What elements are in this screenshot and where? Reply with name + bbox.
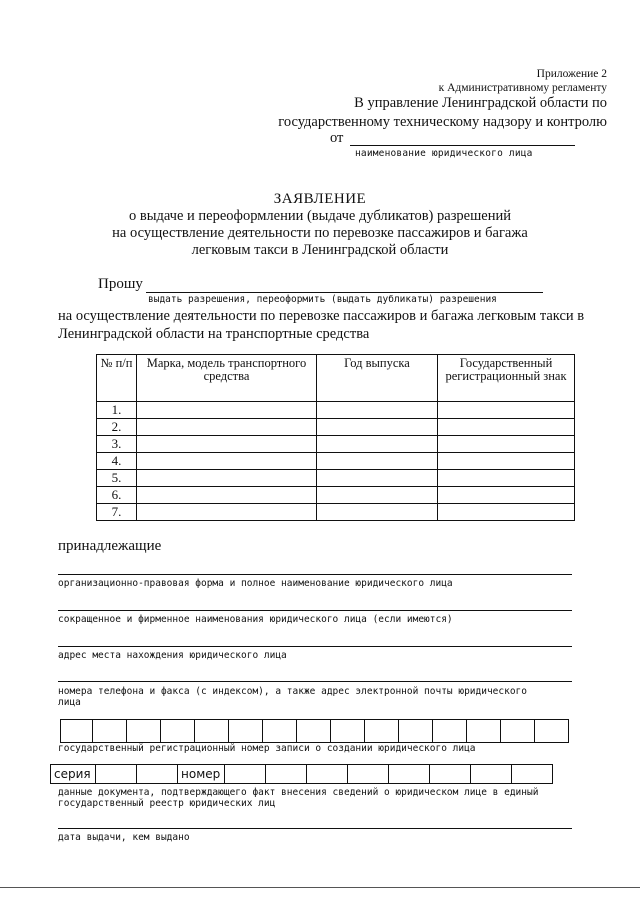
short-name-input-line[interactable] bbox=[58, 610, 572, 611]
ogrn-hint: государственный регистрационный номер записи о создании юридического лица bbox=[58, 743, 476, 754]
from-hint: наименование юридического лица bbox=[355, 148, 533, 159]
make-model-cell[interactable] bbox=[137, 453, 317, 470]
from-label: от bbox=[330, 130, 344, 146]
subtitle-line-1: о выдаче и переоформлении (выдаче дубликатов) разрешений bbox=[128, 208, 511, 224]
table-row bbox=[97, 419, 575, 436]
row-number: 6. bbox=[97, 487, 137, 504]
plate-cell[interactable] bbox=[438, 504, 575, 521]
table-row bbox=[97, 504, 575, 521]
ogrn-cell[interactable] bbox=[534, 719, 569, 743]
ogrn-cell[interactable] bbox=[92, 719, 127, 743]
document-title: ЗАЯВЛЕНИЕ bbox=[273, 191, 367, 207]
contacts-input-line[interactable] bbox=[58, 681, 572, 682]
number-cell[interactable] bbox=[347, 764, 389, 784]
ogrn-cell[interactable] bbox=[466, 719, 501, 743]
plate-cell[interactable] bbox=[438, 436, 575, 453]
series-cell[interactable] bbox=[95, 764, 137, 784]
table-row bbox=[97, 436, 575, 453]
table-header-row bbox=[97, 355, 575, 402]
annex-number: Приложение 2 bbox=[536, 68, 607, 80]
number-cell[interactable] bbox=[224, 764, 266, 784]
request-hint: выдать разрешения, переоформить (выдать дубликаты) разрешения bbox=[148, 294, 497, 305]
from-field[interactable] bbox=[330, 130, 575, 148]
header-plate: Государственный регистрационный знак bbox=[438, 355, 575, 402]
number-cell[interactable] bbox=[511, 764, 553, 784]
year-cell[interactable] bbox=[317, 504, 438, 521]
year-cell[interactable] bbox=[317, 436, 438, 453]
ogrn-cell[interactable] bbox=[194, 719, 229, 743]
series-label: серия bbox=[50, 764, 96, 784]
make-model-cell[interactable] bbox=[137, 504, 317, 521]
org-form-hint: организационно-правовая форма и полное наименование юридического лица bbox=[58, 578, 453, 589]
row-number: 5. bbox=[97, 470, 137, 487]
short-name-hint: сокращенное и фирменное наименования юридического лица (если имеются) bbox=[58, 614, 453, 625]
number-cell[interactable] bbox=[265, 764, 307, 784]
year-cell[interactable] bbox=[317, 402, 438, 419]
address-input-line[interactable] bbox=[58, 646, 572, 647]
purpose-line-1: на осуществление деятельности по перевозке пассажиров и багажа легковым такси в bbox=[58, 308, 585, 324]
plate-cell[interactable] bbox=[438, 453, 575, 470]
ogrn-cell[interactable] bbox=[262, 719, 297, 743]
number-label: номер bbox=[177, 764, 225, 784]
year-cell[interactable] bbox=[317, 470, 438, 487]
purpose-line-2: Ленинградской области на транспортные средства bbox=[58, 326, 370, 342]
year-cell[interactable] bbox=[317, 419, 438, 436]
row-number: 4. bbox=[97, 453, 137, 470]
plate-cell[interactable] bbox=[438, 470, 575, 487]
make-model-cell[interactable] bbox=[137, 436, 317, 453]
from-input-line[interactable] bbox=[350, 145, 575, 146]
subtitle-line-3: легковым такси в Ленинградской области bbox=[191, 242, 449, 258]
ogrn-cells[interactable] bbox=[60, 719, 569, 743]
make-model-cell[interactable] bbox=[137, 487, 317, 504]
issue-hint: дата выдачи, кем выдано bbox=[58, 832, 190, 843]
year-cell[interactable] bbox=[317, 453, 438, 470]
plate-cell[interactable] bbox=[438, 487, 575, 504]
registry-doc-hint bbox=[58, 787, 593, 809]
request-label: Прошу bbox=[98, 276, 143, 292]
registry-doc-hint-line-1: данные документа, подтверждающего факт внесения сведений о юридическом лице в единый bbox=[58, 787, 539, 798]
header-number: № п/п bbox=[97, 355, 137, 402]
page-bottom-rule bbox=[0, 887, 640, 888]
addressee-line-2: государственному техническому надзору и контролю bbox=[278, 114, 607, 130]
make-model-cell[interactable] bbox=[137, 402, 317, 419]
contacts-hint-line-2: лица bbox=[58, 697, 81, 708]
ogrn-cell[interactable] bbox=[330, 719, 365, 743]
number-cell[interactable] bbox=[470, 764, 512, 784]
table-row bbox=[97, 487, 575, 504]
make-model-cell[interactable] bbox=[137, 419, 317, 436]
row-number: 1. bbox=[97, 402, 137, 419]
table-row bbox=[97, 453, 575, 470]
document-subtitle bbox=[80, 208, 560, 259]
ogrn-cell[interactable] bbox=[296, 719, 331, 743]
number-cell[interactable] bbox=[429, 764, 471, 784]
addressee-block bbox=[278, 94, 607, 132]
table-row bbox=[97, 402, 575, 419]
addressee-line-1: В управление Ленинградской области по bbox=[354, 95, 607, 111]
request-purpose bbox=[58, 307, 613, 343]
owner-heading: принадлежащие bbox=[58, 538, 162, 554]
subtitle-line-2: на осуществление деятельности по перевозке пассажиров и багажа bbox=[112, 225, 528, 241]
ogrn-cell[interactable] bbox=[500, 719, 535, 743]
ogrn-cell[interactable] bbox=[398, 719, 433, 743]
vehicle-table bbox=[96, 354, 575, 521]
request-field[interactable] bbox=[98, 276, 543, 296]
ogrn-cell[interactable] bbox=[364, 719, 399, 743]
plate-cell[interactable] bbox=[438, 402, 575, 419]
table-row bbox=[97, 470, 575, 487]
number-cell[interactable] bbox=[306, 764, 348, 784]
ogrn-cell[interactable] bbox=[432, 719, 467, 743]
address-hint: адрес места нахождения юридического лица bbox=[58, 650, 287, 661]
contacts-hint-line-1: номера телефона и факса (с индексом), а также адрес электронной почты юридического bbox=[58, 686, 527, 697]
row-number: 2. bbox=[97, 419, 137, 436]
row-number: 7. bbox=[97, 504, 137, 521]
number-cell[interactable] bbox=[388, 764, 430, 784]
org-form-input-line[interactable] bbox=[58, 574, 572, 575]
header-year: Год выпуска bbox=[317, 355, 438, 402]
ogrn-cell[interactable] bbox=[126, 719, 161, 743]
annex-reference: к Административному регламенту bbox=[438, 82, 607, 94]
ogrn-cell[interactable] bbox=[60, 719, 93, 743]
make-model-cell[interactable] bbox=[137, 470, 317, 487]
series-cell[interactable] bbox=[136, 764, 178, 784]
contacts-hint bbox=[58, 686, 593, 708]
year-cell[interactable] bbox=[317, 487, 438, 504]
registry-doc-hint-line-2: государственный реестр юридических лиц bbox=[58, 798, 276, 809]
registry-doc-cells[interactable] bbox=[50, 764, 553, 784]
plate-cell[interactable] bbox=[438, 419, 575, 436]
issue-input-line[interactable] bbox=[58, 828, 572, 829]
ogrn-cell[interactable] bbox=[160, 719, 195, 743]
annex-header bbox=[439, 67, 607, 95]
header-make-model: Марка, модель транспортного средства bbox=[137, 355, 317, 402]
request-input-line[interactable] bbox=[146, 292, 543, 293]
row-number: 3. bbox=[97, 436, 137, 453]
ogrn-cell[interactable] bbox=[228, 719, 263, 743]
